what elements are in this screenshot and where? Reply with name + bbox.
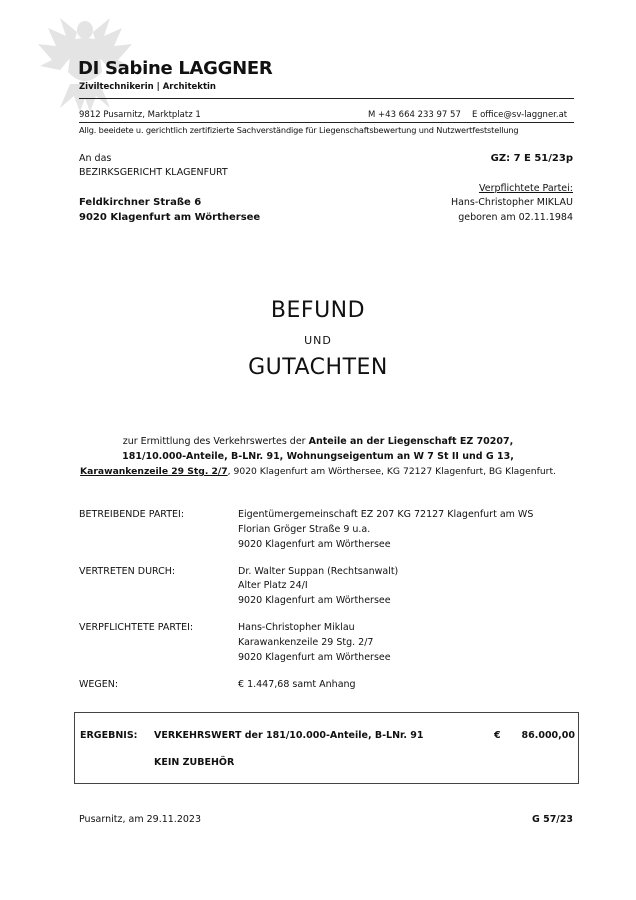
recipient-city: 9020 Klagenfurt am Wörthersee [79, 212, 261, 223]
letterhead-subtitle: Ziviltechnikerin | Architektin [79, 82, 216, 92]
party-label-vertreten: VERTRETEN DURCH: [79, 566, 176, 577]
result-description: VERKEHRSWERT der 181/10.000-Anteile, B-LNr. 91 [154, 730, 424, 741]
result-label: ERGEBNIS: [80, 730, 138, 741]
purpose-line-1 [0, 436, 636, 447]
party-wegen-line-1: € 1.447,68 samt Anhang [238, 679, 356, 690]
party-betreibend-line-3: 9020 Klagenfurt am Wörthersee [238, 539, 391, 550]
recipient-salutation: An das [79, 153, 112, 164]
party-vertreten-line-2: Alter Platz 24/I [238, 580, 308, 591]
result-box [74, 712, 579, 784]
letterhead-certification: Allg. beeidete u. gerichtlich zertifizierte Sachverständige für Liegenschaftsbewertung und Nutzwertfeststellung [79, 125, 519, 135]
party-betreibend-line-2: Florian Gröger Straße 9 u.a. [238, 524, 371, 535]
letterhead-email[interactable]: E office@sv-laggner.at [472, 110, 568, 120]
purpose-line-3-rest: , 9020 Klagenfurt am Wörthersee, KG 72127 Klagenfurt, BG Klagenfurt. [227, 466, 556, 477]
party-verpflichtet-line-1: Hans-Christopher Miklau [238, 622, 355, 633]
purpose-line-3 [0, 466, 636, 477]
party-label-wegen: WEGEN: [79, 679, 119, 690]
letterhead-name: DI Sabine LAGGNER [78, 58, 273, 79]
footer-ref: G 57/23 [531, 814, 573, 825]
title-gutachten: GUTACHTEN [248, 355, 388, 380]
party-vertreten-line-1: Dr. Walter Suppan (Rechtsanwalt) [238, 566, 399, 577]
result-note: KEIN ZUBEHÖR [154, 757, 235, 768]
party-label-betreibend: BETREIBENDE PARTEI: [79, 509, 185, 520]
party-vertreten-line-3: 9020 Klagenfurt am Wörthersee [238, 595, 391, 606]
recipient-court: BEZIRKSGERICHT KLAGENFURT [79, 167, 228, 178]
letterhead-divider-mid [79, 122, 574, 123]
purpose-address: Karawankenzeile 29 Stg. 2/7 [80, 466, 228, 477]
letterhead-divider-top [79, 98, 574, 99]
case-number: GZ: 7 E 51/23p [490, 153, 573, 164]
case-party-name: Hans-Christopher MIKLAU [450, 197, 573, 208]
footer-place-date: Pusarnitz, am 29.11.2023 [79, 814, 201, 825]
purpose-line-2: 181/10.000-Anteile, B-LNr. 91, Wohnungseigentum an W 7 St II und G 13, [122, 451, 514, 462]
letterhead-phone: M +43 664 233 97 57 [368, 110, 461, 120]
letterhead-address: 9812 Pusarnitz, Marktplatz 1 [79, 110, 201, 120]
recipient-street: Feldkirchner Straße 6 [79, 197, 202, 208]
title-und: UND [304, 334, 332, 347]
result-currency: € [494, 730, 501, 741]
purpose-line-1-emphasis: Anteile an der Liegenschaft EZ 70207, [308, 436, 514, 447]
party-label-verpflichtet: VERPFLICHTETE PARTEI: [79, 622, 194, 633]
case-party-label: Verpflichtete Partei: [478, 183, 573, 194]
case-party-born: geboren am 02.11.1984 [458, 212, 573, 223]
result-amount: 86.000,00 [521, 730, 575, 741]
purpose-line-1-text: zur Ermittlung des Verkehrswertes der [122, 436, 309, 447]
title-befund: BEFUND [270, 298, 366, 323]
party-verpflichtet-line-3: 9020 Klagenfurt am Wörthersee [238, 652, 391, 663]
party-betreibend-line-1: Eigentümergemeinschaft EZ 207 KG 72127 Klagenfurt am WS [238, 509, 534, 520]
party-verpflichtet-line-2: Karawankenzeile 29 Stg. 2/7 [238, 637, 374, 648]
